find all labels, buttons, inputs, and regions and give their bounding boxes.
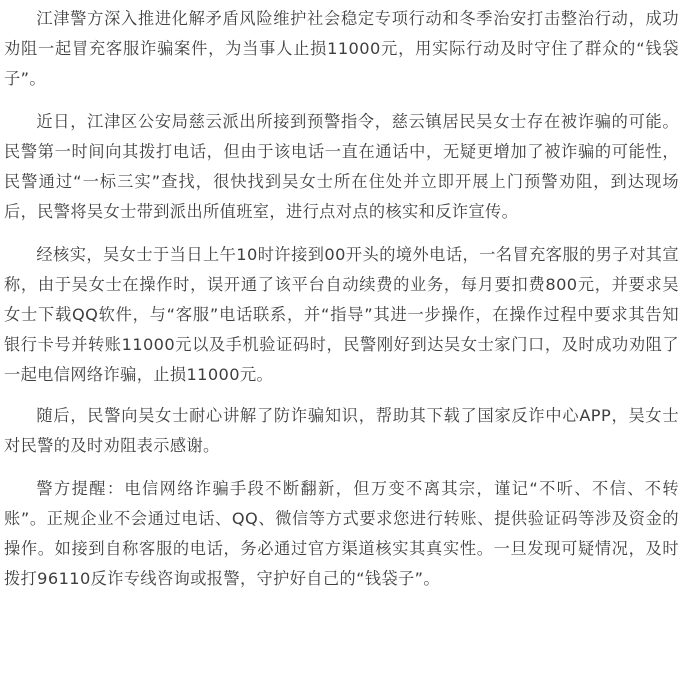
paragraph-police-reminder: 警方提醒：电信网络诈骗手段不断翻新，但万变不离其宗，谨记“不听、不信、不转账”。正规企业不会通过电话、QQ、微信等方式要求您进行转账、提供验证码等涉及资金的操作。如接到自称客服的电话，务必通过官方渠道核实其真实性。一旦发现可疑情况，及时拨打96110反诈专线咨询或报警，守护好自己的“钱袋子”。 (4, 479, 679, 588)
paragraph-alert: 近日，江津区公安局慈云派出所接到预警指令，慈云镇居民吴女士存在被诈骗的可能。民警第一时间向其拨打电话，但由于该电话一直在通话中，无疑更增加了被诈骗的可能性，民警通过“一标三实”查找，很快找到吴女士所在住处并立即开展上门预警劝阻，到达现场后，民警将吴女士带到派出所值班室，进行点对点的核实和反诈宣传。 (4, 112, 679, 221)
paragraph-followup: 随后，民警向吴女士耐心讲解了防诈骗知识，帮助其下载了国家反诈中心APP，吴女士对民警的及时劝阻表示感谢。 (4, 406, 679, 455)
paragraph-intro: 江津警方深入推进化解矛盾风险维护社会稳定专项行动和冬季治安打击整治行动，成功劝阻一起冒充客服诈骗案件，为当事人止损11000元，用实际行动及时守住了群众的“钱袋子”。 (4, 9, 679, 88)
paragraph-verification: 经核实，吴女士于当日上午10时许接到00开头的境外电话，一名冒充客服的男子对其宣称，由于吴女士在操作时，误开通了该平台自动续费的业务，每月要扣费800元，并要求吴女士下载QQ软件，与“客服”电话联系，并“指导”其进一步操作，在操作过程中要求其告知银行卡号并转账11000元以及手机验证码时，民警刚好到达吴女士家门口，及时成功劝阻了一起电信网络诈骗，止损11000元。 (4, 245, 679, 384)
